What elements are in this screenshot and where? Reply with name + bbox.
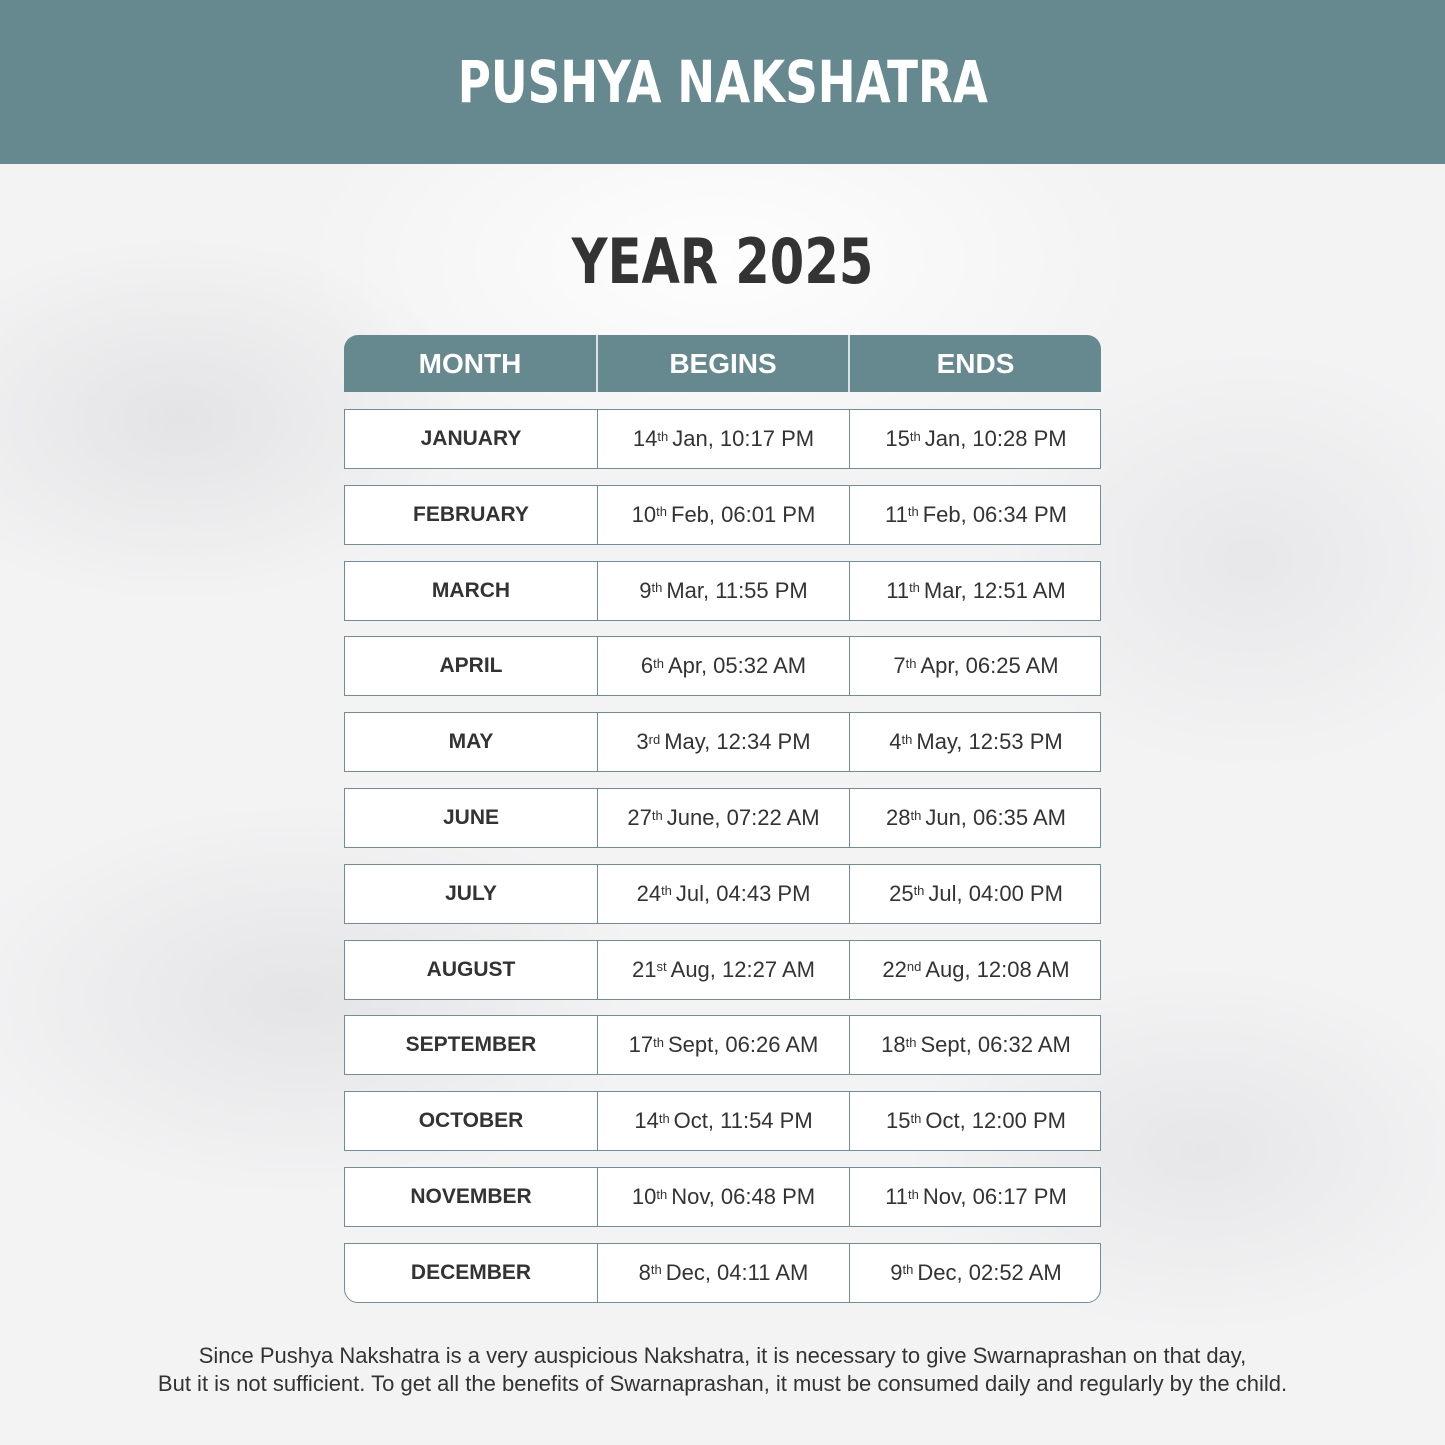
date-ordinal-suffix: th <box>908 1186 919 1202</box>
column-header-begins: BEGINS <box>596 335 848 392</box>
date-time: Oct, 11:54 PM <box>673 1108 813 1134</box>
date-time: Mar, 11:55 PM <box>666 577 808 603</box>
date-time: May, 12:34 PM <box>664 729 811 755</box>
month-cell: OCTOBER <box>418 1109 524 1133</box>
date-ordinal-suffix: th <box>653 655 664 671</box>
begins-cell <box>597 713 849 771</box>
date-day: 8 <box>638 1259 651 1285</box>
date-ordinal-suffix: th <box>910 807 922 823</box>
date-ordinal-suffix: th <box>656 1186 668 1202</box>
date-day: 15 <box>886 1108 911 1134</box>
date-day: 10 <box>631 1184 657 1209</box>
date-time: Dec, 04:11 AM <box>665 1259 809 1285</box>
year-title: YEAR 2025 <box>571 225 874 298</box>
begins-cell <box>597 865 849 923</box>
table-row <box>344 788 1101 848</box>
table-row <box>344 409 1101 469</box>
ends-cell <box>849 1168 1102 1226</box>
date-time: Sept, 06:26 AM <box>667 1032 819 1058</box>
month-cell: SEPTEMBER <box>405 1033 537 1057</box>
date-ordinal-suffix: th <box>905 1034 917 1050</box>
date-day: 17 <box>628 1032 654 1058</box>
ends-cell <box>849 410 1102 468</box>
date-time: June, 07:22 AM <box>666 805 820 830</box>
date-time: Apr, 06:25 AM <box>920 653 1059 679</box>
begins-cell <box>597 789 849 847</box>
table-row <box>344 1091 1101 1151</box>
date-day: 3 <box>636 729 649 755</box>
date-ordinal-suffix: th <box>905 655 917 671</box>
date-day: 9 <box>890 1259 903 1285</box>
month-cell: DECEMBER <box>410 1260 532 1284</box>
date-time: Nov, 06:17 PM <box>922 1184 1067 1209</box>
begins-cell <box>597 941 849 999</box>
ends-cell <box>849 562 1102 620</box>
date-ordinal-suffix: th <box>658 1110 670 1126</box>
ends-cell <box>849 1244 1102 1302</box>
date-time: Aug, 12:08 AM <box>925 956 1070 982</box>
date-time: Apr, 05:32 AM <box>667 653 807 679</box>
date-time: Jan, 10:17 PM <box>672 426 815 451</box>
date-ordinal-suffix: th <box>651 807 663 823</box>
date-day: 6 <box>640 653 654 679</box>
date-ordinal-suffix: nd <box>906 959 922 975</box>
table-row <box>344 940 1101 1000</box>
date-ordinal-suffix: th <box>902 1262 914 1278</box>
begins-cell <box>597 486 849 544</box>
table-row <box>344 561 1101 621</box>
date-day: 25 <box>889 880 914 906</box>
date-ordinal-suffix: rd <box>648 731 661 747</box>
month-cell: FEBRUARY <box>413 502 529 526</box>
date-day: 11 <box>885 1184 909 1209</box>
begins-cell <box>597 637 849 695</box>
table-header <box>344 335 1101 392</box>
begins-cell <box>597 1016 849 1074</box>
month-cell: MARCH <box>431 578 511 602</box>
date-day: 14 <box>634 1108 659 1134</box>
month-cell: NOVEMBER <box>410 1185 532 1208</box>
date-day: 11 <box>886 577 910 603</box>
date-day: 18 <box>881 1032 906 1058</box>
page-title: PUSHYA NAKSHATRA <box>457 48 988 116</box>
date-day: 21 <box>632 956 657 982</box>
begins-cell <box>597 1244 849 1302</box>
month-cell: APRIL <box>439 654 503 678</box>
date-day: 7 <box>893 653 906 679</box>
date-ordinal-suffix: th <box>653 1034 664 1050</box>
begins-cell <box>597 562 849 620</box>
month-cell: JANUARY <box>420 427 522 450</box>
table-row <box>344 1167 1101 1227</box>
begins-cell <box>597 1168 849 1226</box>
date-time: Jun, 06:35 AM <box>925 805 1066 830</box>
date-time: Aug, 12:27 AM <box>670 956 815 982</box>
date-ordinal-suffix: th <box>910 1110 922 1126</box>
date-time: Jul, 04:43 PM <box>675 880 811 906</box>
date-day: 24 <box>636 880 662 906</box>
ends-cell <box>849 637 1102 695</box>
begins-cell <box>597 1092 849 1150</box>
header-banner <box>0 0 1445 164</box>
month-cell: JULY <box>445 881 497 905</box>
date-day: 14 <box>632 426 658 451</box>
begins-cell <box>597 410 849 468</box>
date-ordinal-suffix: th <box>661 883 672 899</box>
date-time: Oct, 12:00 PM <box>925 1108 1066 1134</box>
date-ordinal-suffix: th <box>901 731 913 747</box>
ends-cell <box>849 789 1102 847</box>
ends-cell <box>849 865 1102 923</box>
date-ordinal-suffix: th <box>650 1262 662 1278</box>
table-row <box>344 485 1101 545</box>
month-cell: JUNE <box>442 806 500 829</box>
date-time: Feb, 06:01 PM <box>671 501 816 527</box>
footer-line-1: Since Pushya Nakshatra is a very auspicious Nakshatra, it is necessary to give Swarnaprashan on that day, <box>198 1343 1247 1368</box>
date-day: 22 <box>882 956 907 982</box>
date-day: 4 <box>889 729 902 755</box>
ends-cell <box>849 1016 1102 1074</box>
date-day: 10 <box>631 501 657 527</box>
date-ordinal-suffix: th <box>907 504 919 520</box>
date-day: 15 <box>885 426 910 451</box>
ends-cell <box>849 1092 1102 1150</box>
table-row <box>344 712 1101 772</box>
date-ordinal-suffix: th <box>657 428 669 444</box>
date-time: Sept, 06:32 AM <box>920 1032 1071 1058</box>
month-cell: MAY <box>448 730 494 754</box>
table-row <box>344 1015 1101 1075</box>
date-day: 28 <box>886 805 911 830</box>
date-ordinal-suffix: st <box>656 959 667 975</box>
date-time: Mar, 12:51 AM <box>923 577 1066 603</box>
table-row <box>344 636 1101 696</box>
ends-cell <box>849 941 1102 999</box>
date-time: Dec, 02:52 AM <box>917 1259 1062 1285</box>
column-header-month: MONTH <box>418 347 522 379</box>
month-cell: AUGUST <box>426 957 516 981</box>
ends-cell <box>849 713 1102 771</box>
date-ordinal-suffix: th <box>656 504 667 520</box>
date-time: Nov, 06:48 PM <box>671 1184 816 1209</box>
date-time: Jan, 10:28 PM <box>924 426 1067 451</box>
date-day: 9 <box>639 577 652 603</box>
date-ordinal-suffix: th <box>651 580 663 596</box>
date-day: 27 <box>627 805 652 830</box>
footer-line-2: But it is not sufficient. To get all the benefits of Swarnaprashan, it must be consumed daily and regularly by the child. <box>157 1371 1288 1396</box>
date-time: May, 12:53 PM <box>916 729 1063 755</box>
date-ordinal-suffix: th <box>913 883 925 899</box>
table-row <box>344 864 1101 924</box>
ends-cell <box>849 486 1102 544</box>
table-row <box>344 1243 1101 1303</box>
date-time: Jul, 04:00 PM <box>928 880 1063 906</box>
column-header-ends: ENDS <box>848 335 1101 392</box>
date-day: 11 <box>885 501 908 527</box>
date-ordinal-suffix: th <box>909 580 920 596</box>
date-time: Feb, 06:34 PM <box>922 501 1067 527</box>
footer-note <box>0 1342 1445 1398</box>
nakshatra-table <box>344 335 1101 1285</box>
date-ordinal-suffix: th <box>909 428 921 444</box>
